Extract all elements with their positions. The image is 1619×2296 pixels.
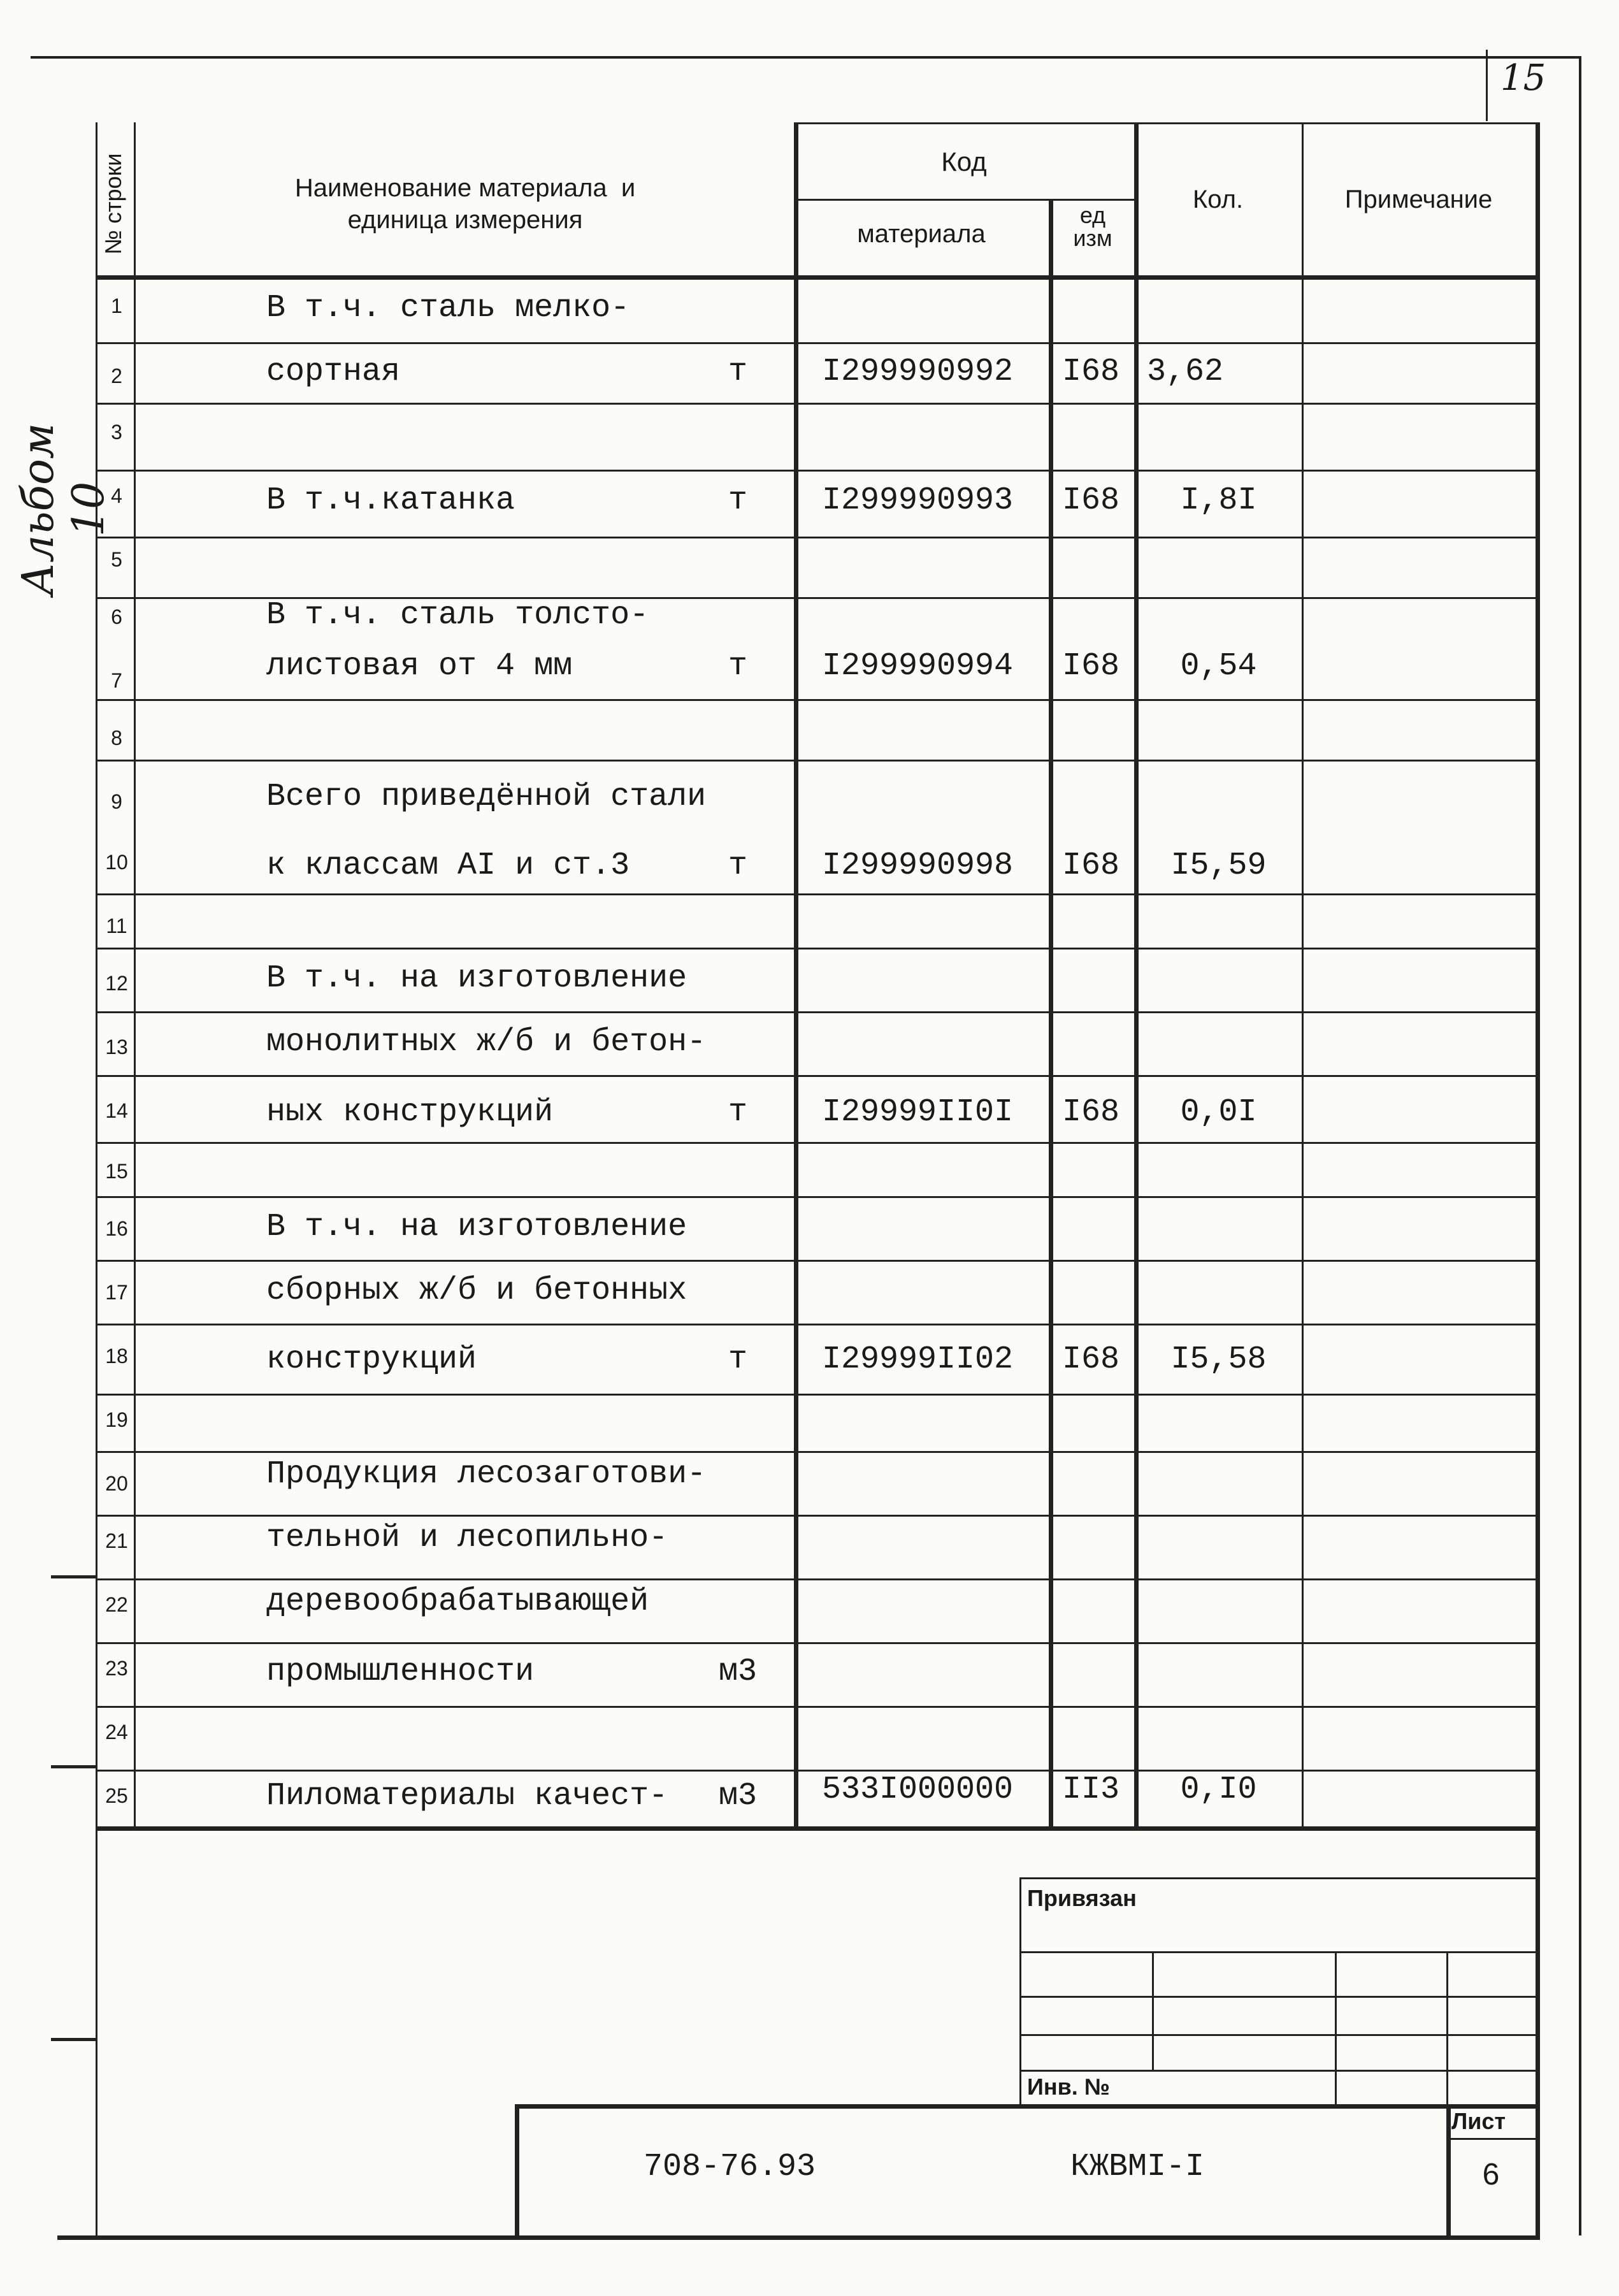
row-quantity: 0,0I: [1180, 1094, 1257, 1130]
row-material-code: I299990994: [821, 648, 1014, 684]
row-name: сортная: [266, 354, 401, 390]
row-line: [96, 1706, 1536, 1708]
row-number: 9: [111, 790, 122, 813]
row-unit: т: [728, 648, 747, 684]
row-unit: т: [728, 848, 747, 884]
ed-col-border: [1049, 199, 1053, 1829]
row-number: 16: [105, 1217, 128, 1240]
row-number: 17: [105, 1281, 128, 1304]
inv-number-label: Инв. №: [1027, 2074, 1110, 2100]
row-number: 7: [111, 669, 122, 692]
row-line: [96, 699, 1536, 701]
row-name: ных конструкций: [266, 1094, 554, 1130]
side-album-note: Альбом 10: [13, 422, 114, 596]
row-unit-code: I68: [1061, 848, 1119, 884]
row-line: [96, 948, 1536, 949]
header-qty: Кол.: [1192, 185, 1244, 213]
row-unit: т: [728, 1094, 747, 1130]
header-code-unit: ед изм: [1073, 202, 1112, 251]
row-material-code: I299990998: [821, 848, 1014, 884]
row-name: В т.ч.катанка: [266, 482, 515, 519]
row-unit-code: II3: [1061, 1772, 1119, 1808]
code-subheader-line: [794, 199, 1134, 201]
row-unit: т: [728, 482, 747, 519]
stamp-line: [1152, 1951, 1154, 2070]
row-unit: т: [728, 354, 747, 390]
bottom-frame-line: [57, 2235, 1540, 2240]
row-name: Пиломатериалы качест-: [266, 1778, 668, 1814]
row-line: [96, 1075, 1536, 1077]
row-quantity: 3,62: [1147, 354, 1224, 390]
sheet-number: 6: [1482, 2158, 1500, 2191]
row-name: В т.ч. на изготовление: [266, 1209, 687, 1245]
row-material-code: I299990993: [821, 482, 1014, 519]
header-name: Наименование материала и единица измерения: [294, 174, 636, 234]
row-line: [96, 1142, 1536, 1144]
table-body-bottom: [96, 1826, 1540, 1831]
header-rownum: № строки: [100, 153, 126, 255]
row-name: В т.ч. сталь мелко-: [266, 290, 630, 326]
stamp-line: [1446, 1951, 1448, 2104]
row-line: [96, 1642, 1536, 1644]
row-name: промышленности: [266, 1654, 535, 1690]
row-number: 4: [111, 484, 122, 507]
page-number-divider: [1486, 50, 1488, 121]
row-line: [96, 760, 1536, 762]
row-quantity: 0,54: [1180, 648, 1257, 684]
row-name: В т.ч. сталь толсто-: [266, 597, 649, 633]
row-number: 13: [105, 1036, 128, 1058]
margin-mark: [51, 2038, 96, 2041]
row-unit: м3: [718, 1654, 757, 1690]
row-name: тельной и лесопильно-: [266, 1520, 668, 1556]
row-line: [96, 1394, 1536, 1396]
stamp-line: [1019, 1877, 1536, 1879]
row-unit: м3: [718, 1778, 757, 1814]
row-line: [96, 1324, 1536, 1325]
header-code-material: материала: [857, 220, 986, 248]
row-quantity: I,8I: [1180, 482, 1257, 519]
row-line: [96, 1260, 1536, 1262]
row-number: 19: [105, 1408, 128, 1431]
row-material-code: I29999II0I: [821, 1094, 1014, 1130]
row-line: [96, 893, 1536, 895]
row-number: 2: [111, 365, 122, 387]
stamp-line: [1019, 1951, 1536, 1953]
table-left-border: [96, 122, 97, 2238]
row-material-code: I299990992: [821, 354, 1014, 390]
code-col-border: [794, 122, 798, 1829]
row-line: [96, 537, 1536, 538]
bottom-block-top: [515, 2104, 1540, 2109]
stamp-line: [1019, 2070, 1536, 2072]
row-name: конструкций: [266, 1341, 477, 1378]
right-frame-line: [1579, 56, 1581, 2235]
stamp-line: [1019, 1996, 1536, 1998]
stamp-line: [1335, 1951, 1337, 2104]
row-line: [96, 1451, 1536, 1453]
row-name: монолитных ж/б и бетон-: [266, 1024, 707, 1060]
row-line: [96, 403, 1536, 405]
row-number: 23: [105, 1657, 128, 1680]
margin-mark: [51, 1575, 96, 1578]
row-unit-code: I68: [1061, 482, 1119, 519]
row-name: Продукция лесозаготови-: [266, 1456, 707, 1492]
row-number: 8: [111, 726, 122, 749]
row-unit-code: I68: [1061, 354, 1119, 390]
row-name: к классам AI и ст.3: [266, 848, 630, 884]
row-number: 3: [111, 421, 122, 444]
sheet-label: Лист: [1451, 2108, 1506, 2134]
header-code: Код: [941, 147, 987, 177]
document-code: 708-76.93: [644, 2149, 816, 2185]
row-unit: т: [728, 1341, 747, 1378]
qty-col-border: [1134, 122, 1139, 1829]
row-material-code: 533I000000: [821, 1772, 1014, 1808]
row-line: [96, 1515, 1536, 1517]
row-unit-code: I68: [1061, 1094, 1119, 1130]
stamp-line: [1019, 2034, 1536, 2036]
row-line: [96, 1196, 1536, 1198]
row-unit-code: I68: [1061, 648, 1119, 684]
row-number: 5: [111, 548, 122, 571]
row-number: 6: [111, 605, 122, 628]
row-number: 25: [105, 1784, 128, 1807]
row-quantity: 0,I0: [1180, 1772, 1257, 1808]
row-unit-code: I68: [1061, 1341, 1119, 1378]
row-number: 20: [105, 1472, 128, 1495]
row-number: 12: [105, 972, 128, 995]
row-number: 24: [105, 1721, 128, 1744]
row-number: 14: [105, 1099, 128, 1122]
row-number: 10: [105, 851, 128, 874]
header-bottom-border: [96, 275, 1540, 280]
row-name: В т.ч. на изготовление: [266, 960, 687, 997]
row-name: Всего приведённой стали: [266, 779, 707, 815]
row-name: сборных ж/б и бетонных: [266, 1273, 687, 1309]
row-line: [96, 1578, 1536, 1580]
bottom-block-left: [515, 2104, 519, 2238]
sheet-box-divider: [1446, 2138, 1536, 2140]
header-top-border: [794, 122, 1536, 124]
top-frame-line: [31, 56, 1579, 59]
row-number: 18: [105, 1345, 128, 1368]
row-number: 22: [105, 1593, 128, 1616]
row-line: [96, 470, 1536, 472]
row-quantity: I5,58: [1170, 1341, 1267, 1378]
row-name: листовая от 4 мм: [266, 648, 573, 684]
rownum-col-border: [134, 122, 136, 1829]
row-number: 11: [106, 914, 127, 937]
row-line: [96, 342, 1536, 344]
row-quantity: I5,59: [1170, 848, 1267, 884]
album-code: КЖВМI-I: [1070, 2149, 1205, 2185]
row-name: деревообрабатывающей: [266, 1584, 649, 1620]
row-number: 21: [105, 1529, 128, 1552]
row-number: 15: [105, 1160, 128, 1183]
row-material-code: I29999II02: [821, 1341, 1014, 1378]
row-line: [96, 1011, 1536, 1013]
table-right-border: [1536, 122, 1540, 2238]
header-note: Примечание: [1344, 185, 1493, 213]
page-number: 15: [1500, 57, 1546, 99]
privyazan-label: Привязан: [1027, 1885, 1137, 1911]
margin-mark: [51, 1765, 96, 1768]
row-number: 1: [111, 294, 122, 317]
